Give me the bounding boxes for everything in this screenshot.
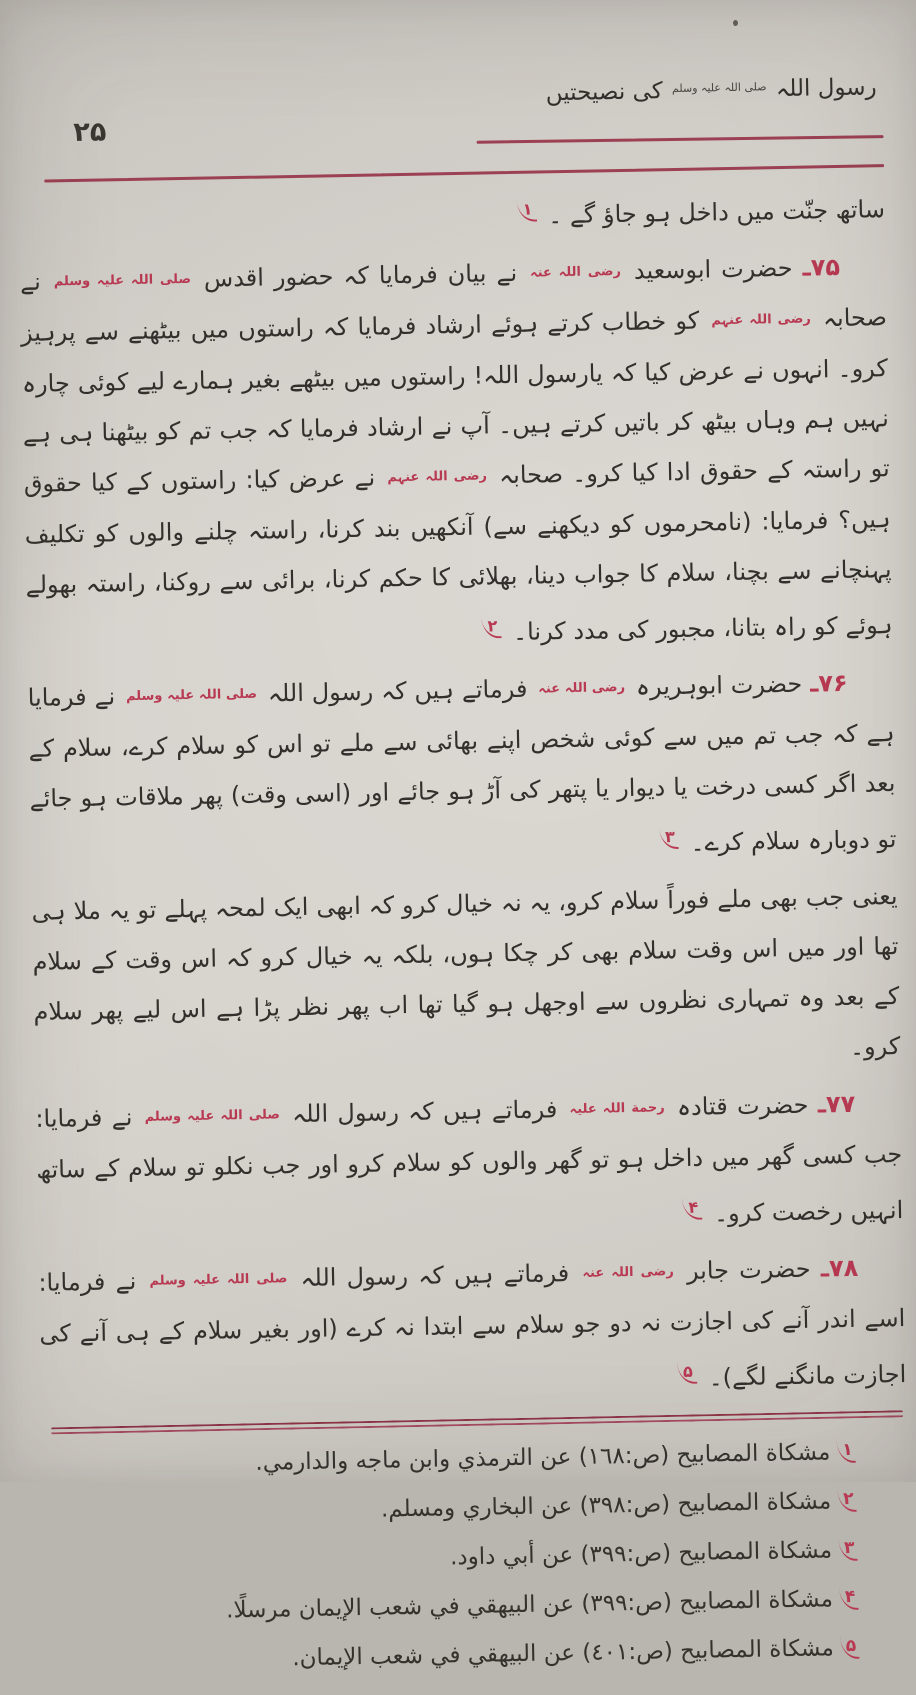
honorific: رضی اللہ عنہم [711, 311, 811, 329]
page-header [16, 50, 884, 186]
text-segment: حضرت ابوسعید [633, 253, 793, 285]
text-segment: ۷۶ـ [809, 668, 848, 698]
footnote-line [41, 1435, 855, 1482]
text-segment: فرماتے ہیں کہ رسول اللہ [291, 1095, 558, 1129]
footnote-line [45, 1631, 859, 1678]
honorific: صلی اللہ علیہ وسلم [125, 686, 258, 705]
text-segment: نے عرض کیا: راستوں کے کیا حقوق ہیں؟ فرمایا: (نامحرموں کو دیکھنے سے) آنکھیں بند کرنا، راستہ چلنے والوں کو تکلیف پہنچانے سے بچنا، سلام کا جواب دینا، بھلائی کا حکم کرنا، برائی سے روکنا، راستہ بھولے ہوئے کو راہ بتانا، مجبور کی مدد کرنا۔ [23, 463, 893, 647]
title-text-pre: رسول اللہ [775, 74, 877, 103]
text-segment: یعنی جب بھی ملے فوراً سلام کرو، یہ نہ خیال کرو کہ ابھی ایک لمحہ پہلے تو یہ ملا ہی تھا اور میں اس وقت سلام بھی کر چکا ہوں، بلکہ یہ خیال کرو کہ اس وقت کے سلام کے بعد وہ تمہاری نظروں سے اوجھل ہو گیا تھا اب پھر نظر پڑا ہے اس لیے پھر سلام کرو۔ [31, 882, 901, 1061]
footnote-marker: ۲ [837, 1489, 857, 1512]
text-segment: فرماتے ہیں کہ رسول اللہ [267, 674, 528, 708]
footnote-ref-marker: ۱ [516, 200, 536, 222]
honorific: رضی اللہ عنہم [387, 468, 488, 486]
footnote-line [43, 1533, 857, 1580]
body-text [18, 178, 906, 1415]
page-number: ۲۵ [73, 116, 107, 149]
footnote-marker: ۳ [838, 1538, 858, 1561]
footnote-text: مشكاة المصابيح (ص:٣٩٩) عن البيهقي في شعب الإيمان مرسلًا. [225, 1586, 834, 1624]
footnote-text: مشكاة المصابيح (ص:٣٩٨) عن البخاري ومسلم. [380, 1488, 832, 1523]
footnote-marker: ۵ [840, 1636, 860, 1659]
footnote-ref-marker: ۳ [659, 827, 679, 849]
footnote-separator-rule [51, 1410, 903, 1434]
footnote-text: مشكاة المصابيح (ص:٤٠١) عن البيهقي في شعب الإيمان. [292, 1635, 835, 1672]
paragraph-hadith-75 [20, 241, 893, 666]
honorific: صلی اللہ علیہ وسلم [53, 271, 192, 290]
text-segment: نے صحابہ [19, 267, 888, 333]
page-title [545, 74, 876, 106]
text-segment: نے فرمایا ہے کہ جب تم میں سے کوئی شخص اپنے بھائی سے ملے تو اس کو سلام کرے، سلام کے بعد اگر کسی درخت یا دیوار یا پتھر کی آڑ ہو جائے اور (اسی وقت) پھر ملاقات ہو جائے تو دوبارہ سلام کرے۔ [27, 682, 897, 857]
footnote-text: مشكاة المصابيح (ص:٣٩٩) عن أبي داود. [449, 1537, 833, 1571]
footnote-ref-marker: ۴ [682, 1198, 702, 1220]
footnotes [41, 1434, 911, 1678]
honorific: رضی اللہ عنہ [582, 1264, 674, 1281]
text-segment: ۷۸ـ [820, 1253, 859, 1283]
text-segment: حضرت قتادہ [676, 1090, 809, 1122]
text-segment: کو خطاب کرتے ہوئے ارشاد فرمایا کہ راستوں میں بیٹھنے سے پرہیز کرو۔ انہوں نے عرض کیا کہ یارسول اللہ! راستوں میں بیٹھے بغیر ہمارے لیے کوئی چارہ نہیں ہم وہاں بیٹھ کر باتیں کرتے ہیں۔ آپ نے ارشاد فرمایا کہ جب تم کو بیٹھنا ہی ہے تو راستہ کے حقوق ادا کیا کرو۔ صحابہ [20, 306, 890, 490]
footnote-marker: ۱ [836, 1440, 856, 1463]
paragraph-continuation-line [18, 178, 885, 250]
footnote-ref-marker: ۲ [481, 616, 501, 638]
text-segment: حضرت جابر [686, 1254, 811, 1285]
footnote-line [42, 1484, 856, 1531]
honorific: صلی اللہ علیہ وسلم [149, 1271, 288, 1289]
text-segment: ۷۷ـ [817, 1089, 856, 1119]
text-segment: نے فرمایا: جب کسی گھر میں داخل ہو تو گھر والوں کو سلام کرو اور جب نکلو تو سلام کے ساتھ انہیں رخصت کرو۔ [35, 1103, 904, 1228]
text-segment: نے بیان فرمایا کہ حضور اقدس [203, 258, 518, 293]
page-content [16, 50, 912, 1695]
text-segment: نے فرمایا: اسے اندر آنے کی اجازت نہ دو جو سلام سے ابتدا نہ کرے (اور بغیر سلام کے ہی آنے کی اجازت مانگنے لگے)۔ [38, 1267, 907, 1392]
footnote-text: مشكاة المصابيح (ص:١٦٨) عن الترمذي وابن ماجه والدارمي. [255, 1439, 831, 1476]
text-segment: ساتھ جنّت میں داخل ہو جاؤ گے ۔ [547, 195, 886, 230]
text-segment: فرماتے ہیں کہ رسول اللہ [300, 1259, 570, 1293]
title-text-post: کی نصیحتیں [545, 78, 663, 107]
paragraph-hadith-78 [38, 1242, 907, 1415]
text-segment: حضرت ابوہریرہ [635, 669, 803, 701]
honorific: رضی اللہ عنہ [529, 263, 622, 281]
honorific-sallallahu-alayhi-wasallam: صلی اللہ علیہ وسلم [671, 80, 767, 96]
honorific: صلی اللہ علیہ وسلم [144, 1107, 281, 1125]
header-rule-short [477, 135, 884, 143]
paragraph-commentary [31, 871, 901, 1087]
footnote-marker: ۴ [839, 1587, 859, 1610]
paper-speck [733, 20, 738, 26]
honorific: رضی اللہ عنہ [538, 679, 626, 697]
paragraph-hadith-77 [35, 1078, 904, 1251]
footnote-line [44, 1582, 858, 1629]
paragraph-hadith-76 [27, 657, 897, 880]
honorific: رحمة اللہ علیہ [569, 1100, 665, 1118]
text-segment: ۷۵ـ [802, 252, 841, 282]
footnote-ref-marker: ۵ [677, 1362, 697, 1384]
